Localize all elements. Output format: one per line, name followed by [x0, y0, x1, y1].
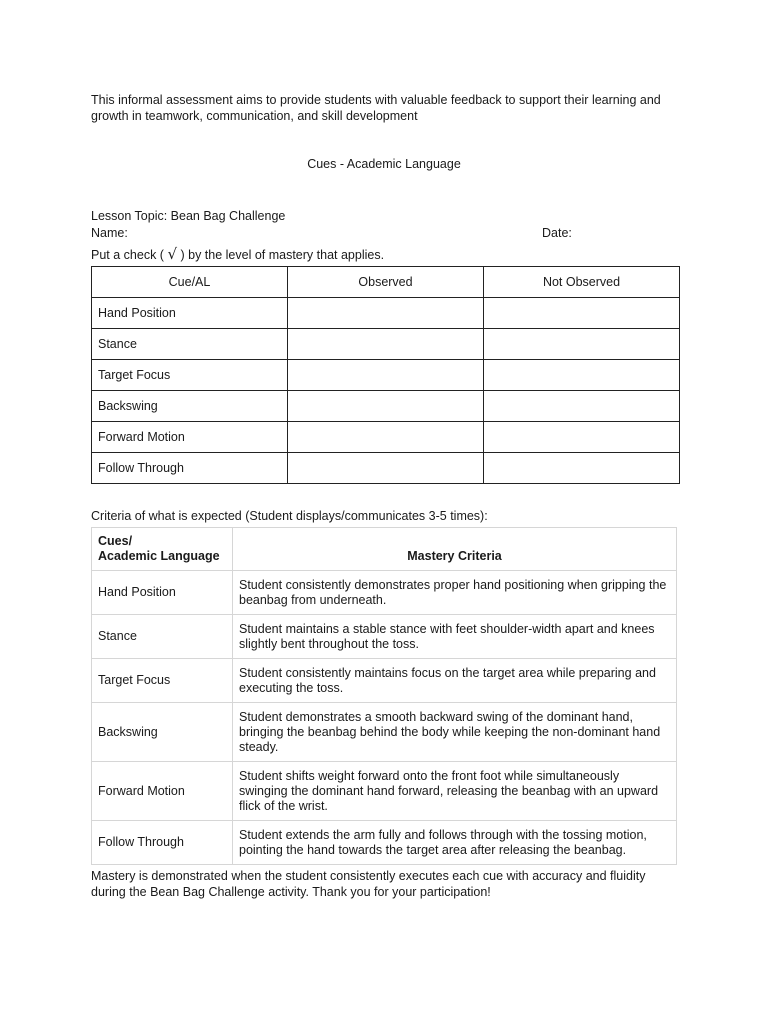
observed-cell[interactable]	[288, 298, 484, 329]
table-row	[92, 703, 677, 762]
header-cues-line1: Cues/	[98, 534, 133, 548]
criteria-table	[91, 527, 677, 865]
table-row	[92, 360, 680, 391]
criteria-text-cell: Student maintains a stable stance with feet shoulder-width apart and knees slightly bent throughout the toss.	[233, 615, 677, 659]
observed-cell[interactable]	[288, 360, 484, 391]
criteria-cue-cell: Backswing	[92, 703, 233, 762]
cue-cell: Follow Through	[92, 453, 288, 484]
header-observed: Observed	[288, 267, 484, 298]
table-row	[92, 571, 677, 615]
observed-cell[interactable]	[288, 391, 484, 422]
date-label: Date:	[542, 226, 572, 240]
observation-header-row	[92, 267, 680, 298]
observation-table	[91, 266, 680, 484]
check-mark-icon: √	[167, 245, 177, 263]
cue-cell: Backswing	[92, 391, 288, 422]
name-label: Name:	[91, 226, 128, 240]
cue-cell: Forward Motion	[92, 422, 288, 453]
criteria-text-cell: Student shifts weight forward onto the front foot while simultaneously swinging the dominant hand forward, releasing the beanbag with an upward flick of the wrist.	[233, 762, 677, 821]
table-row	[92, 659, 677, 703]
table-row	[92, 391, 680, 422]
page-heading: Cues - Academic Language	[307, 157, 461, 171]
header-not-observed: Not Observed	[484, 267, 680, 298]
not-observed-cell[interactable]	[484, 298, 680, 329]
table-row	[92, 762, 677, 821]
not-observed-cell[interactable]	[484, 391, 680, 422]
observed-cell[interactable]	[288, 453, 484, 484]
table-row	[92, 298, 680, 329]
cue-cell: Hand Position	[92, 298, 288, 329]
table-row	[92, 821, 677, 865]
not-observed-cell[interactable]	[484, 453, 680, 484]
not-observed-cell[interactable]	[484, 422, 680, 453]
table-row	[92, 453, 680, 484]
intro-paragraph: This informal assessment aims to provide students with valuable feedback to support their learning and growth in teamwork, communication, and skill development	[91, 93, 661, 123]
instruction-after: ) by the level of mastery that applies.	[180, 248, 385, 262]
header-cues	[92, 528, 233, 571]
criteria-text-cell: Student consistently maintains focus on the target area while preparing and executing the toss.	[233, 659, 677, 703]
closing-paragraph: Mastery is demonstrated when the student consistently executes each cue with accuracy and fluidity during the Bean Bag Challenge activity. Thank you for your participation!	[91, 869, 646, 899]
criteria-cue-cell: Follow Through	[92, 821, 233, 865]
criteria-text-cell: Student consistently demonstrates proper hand positioning when gripping the beanbag from underneath.	[233, 571, 677, 615]
criteria-cue-cell: Target Focus	[92, 659, 233, 703]
table-row	[92, 422, 680, 453]
header-cues-line2: Academic Language	[98, 549, 220, 563]
lesson-topic: Lesson Topic: Bean Bag Challenge	[91, 209, 286, 223]
criteria-header-row	[92, 528, 677, 571]
not-observed-cell[interactable]	[484, 360, 680, 391]
header-mastery-criteria: Mastery Criteria	[233, 528, 677, 571]
criteria-text-cell: Student demonstrates a smooth backward swing of the dominant hand, bringing the beanbag behind the body while keeping the non-dominant hand steady.	[233, 703, 677, 762]
table-row	[92, 615, 677, 659]
cue-cell: Stance	[92, 329, 288, 360]
instruction-before: Put a check (	[91, 248, 164, 262]
criteria-cue-cell: Stance	[92, 615, 233, 659]
cue-cell: Target Focus	[92, 360, 288, 391]
criteria-cue-cell: Forward Motion	[92, 762, 233, 821]
header-cue-al: Cue/AL	[92, 267, 288, 298]
criteria-text-cell: Student extends the arm fully and follows through with the tossing motion, pointing the hand towards the target area after releasing the beanbag.	[233, 821, 677, 865]
not-observed-cell[interactable]	[484, 329, 680, 360]
table-row	[92, 329, 680, 360]
instruction-line	[91, 245, 384, 263]
observed-cell[interactable]	[288, 329, 484, 360]
criteria-cue-cell: Hand Position	[92, 571, 233, 615]
observed-cell[interactable]	[288, 422, 484, 453]
criteria-intro: Criteria of what is expected (Student displays/communicates 3-5 times):	[91, 509, 488, 523]
